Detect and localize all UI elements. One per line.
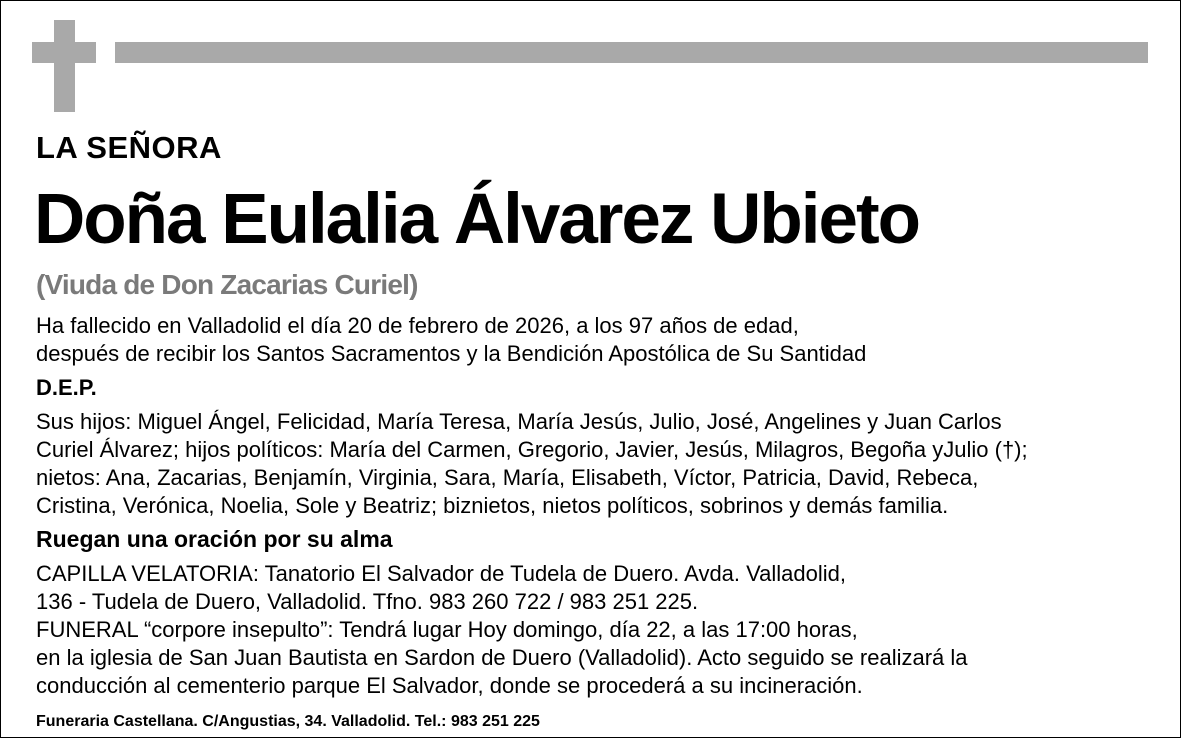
widow-subtitle: (Viuda de Don Zacarias Curiel): [36, 269, 418, 300]
death-notice-line: después de recibir los Santos Sacramentos y la Bendición Apostólica de Su Santidad: [36, 341, 867, 366]
death-notice-line: Ha fallecido en Valladolid el día 20 de febrero de 2026, a los 97 años de edad,: [36, 313, 799, 338]
header-divider-bar: [115, 42, 1148, 63]
arrangement-line: 136 - Tudela de Duero, Valladolid. Tfno. 983 260 722 / 983 251 225.: [36, 589, 699, 614]
family-line: Curiel Álvarez; hijos políticos: María del Carmen, Gregorio, Javier, Jesús, Milagros, Begoña yJulio (†);: [36, 437, 1028, 462]
funeral-arrangements: [36, 560, 968, 700]
family-line: nietos: Ana, Zacarias, Benjamín, Virginia, Sara, María, Elisabeth, Víctor, Patricia, David, Rebeca,: [36, 465, 979, 490]
arrangement-line: FUNERAL “corpore insepulto”: Tendrá lugar Hoy domingo, día 22, a las 17:00 horas,: [36, 617, 858, 642]
title-prefix: LA SEÑORA: [36, 130, 222, 165]
cross-icon-horizontal: [32, 42, 96, 63]
deceased-name: Doña Eulalia Álvarez Ubieto: [34, 180, 920, 259]
arrangement-line: en la iglesia de San Juan Bautista en Sardon de Duero (Valladolid). Acto seguido se realizará la: [36, 645, 968, 670]
family-line: Cristina, Verónica, Noelia, Sole y Beatriz; biznietos, nietos políticos, sobrinos y demás familia.: [36, 493, 949, 518]
dep-label: D.E.P.: [36, 375, 97, 400]
cross-icon-vertical: [54, 20, 75, 112]
family-line: Sus hijos: Miguel Ángel, Felicidad, María Teresa, María Jesús, Julio, José, Angelines y Juan Carlos: [36, 409, 1002, 434]
arrangement-line: conducción al cementerio parque El Salvador, donde se procederá a su incineración.: [36, 673, 863, 698]
family-list: [36, 408, 1028, 520]
death-notice: [36, 312, 866, 368]
prayer-request: Ruegan una oración por su alma: [36, 526, 393, 552]
funeral-home-footer: Funeraria Castellana. C/Angustias, 34. Valladolid. Tel.: 983 251 225: [36, 713, 540, 730]
arrangement-line: CAPILLA VELATORIA: Tanatorio El Salvador de Tudela de Duero. Avda. Valladolid,: [36, 561, 847, 586]
